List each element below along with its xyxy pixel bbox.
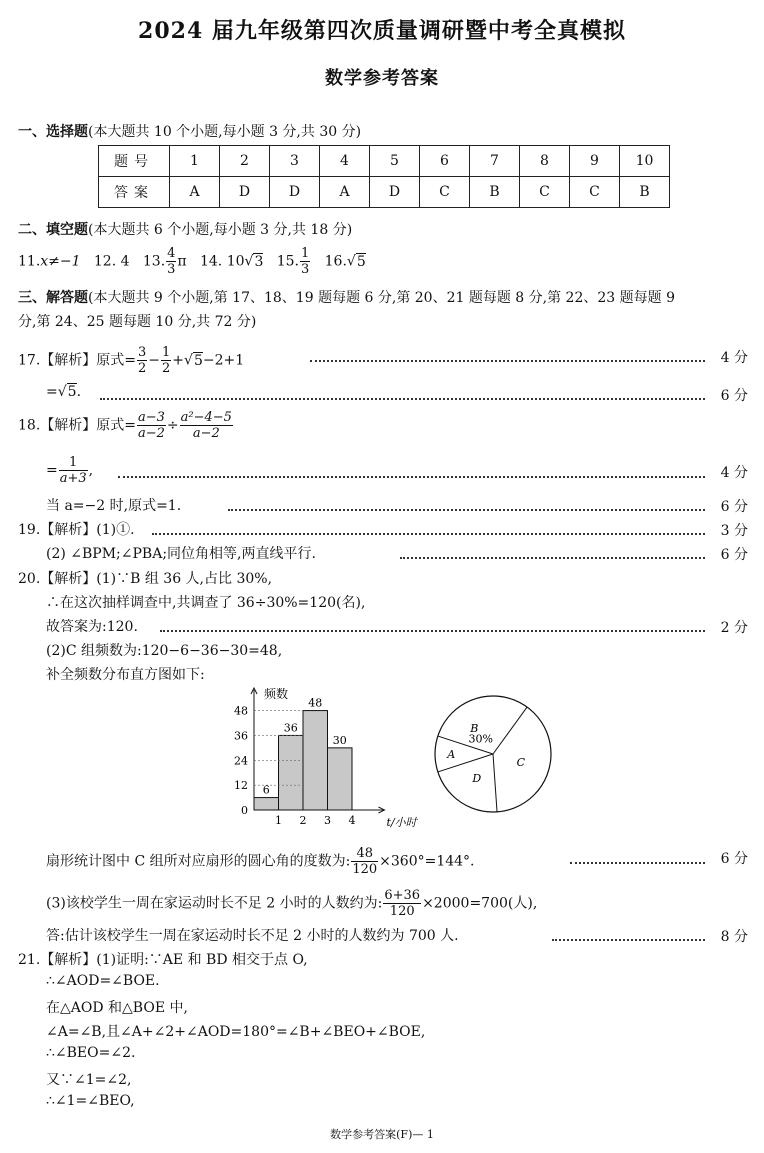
q18-line2: = $\frac{1}{a+3}$ , (46, 455, 94, 486)
histogram-chart (228, 684, 428, 834)
table-cell: 2 (220, 146, 270, 177)
histogram-bar (303, 711, 328, 810)
fraction: $\frac{48}{120}$ (352, 846, 378, 877)
q18-line3: 当 a=−2 时,原式=1. (46, 498, 182, 514)
q19-line1: 19.【解析】(1)①. (18, 522, 135, 538)
fraction: $\frac{\text{a²−4−5}}{a-2}$ (180, 410, 232, 441)
q21-line2: ∴∠AOD=∠BOE. (46, 973, 160, 989)
leader-dots (310, 360, 705, 362)
score-label: 8 分 (720, 929, 748, 945)
q20-line4: (2)C 组频数为:120−6−36−30=48, (46, 643, 283, 659)
score-label: 4 分 (720, 350, 748, 366)
score-label: 3 分 (720, 523, 748, 539)
section-2-note: (本大题共 6 个小题,每小题 3 分,共 18 分) (88, 222, 353, 238)
q20-line6: 扇形统计图中 C 组所对应扇形的圆心角的度数为: $\frac{48}{120}$ ×360°=144°. (46, 846, 475, 877)
table-cell: B (470, 177, 520, 208)
q20-line5: 补全频数分布直方图如下: (46, 667, 205, 683)
bar-data-label: 30 (332, 733, 347, 747)
q21-line6: 又∵∠1=∠2, (46, 1072, 132, 1088)
fraction: $\frac{3}{2}$ (138, 345, 147, 376)
q20-line2: ∴在这次抽样调查中,共调查了 36÷30%=120(名), (46, 595, 366, 611)
table-cell: 4 (320, 146, 370, 177)
score-label: 4 分 (720, 465, 748, 481)
y-tick-label: 24 (234, 754, 248, 768)
page-footer: 数学参考答案(F)— 1 (330, 1128, 434, 1141)
table-cell: 10 (620, 146, 670, 177)
leader-dots (152, 533, 705, 535)
x-axis-title: t/小时 (386, 816, 417, 829)
pie-slice-label: C (516, 755, 526, 769)
section-1-note: (本大题共 10 个小题,每小题 3 分,共 30 分) (88, 124, 362, 140)
fraction: $\frac{1}{3}$ (300, 246, 310, 277)
table-cell: 5 (370, 146, 420, 177)
q17-line2: =√5. (46, 384, 82, 400)
q20-line7: (3)该校学生一周在家运动时长不足 2 小时的人数约为: $\frac{6+36}{120}$ ×2000=700(人), (46, 888, 538, 919)
histogram-bar (254, 798, 279, 810)
y-axis-title: 频数 (264, 687, 289, 701)
x-tick-label: 1 (275, 814, 282, 827)
x-tick-label: 2 (299, 814, 307, 827)
table-cell: D (220, 177, 270, 208)
q21-line1: 21.【解析】(1)证明:∵AE 和 BD 相交于点 O, (18, 952, 308, 968)
fraction: $\frac{4}{3}$ (167, 246, 176, 277)
fraction: $\frac{a-3}{a-2}$ (138, 410, 165, 441)
q20-line1: 20.【解析】(1)∵B 组 36 人,占比 30%, (18, 571, 273, 587)
q19-line2: (2) ∠BPM;∠PBA;同位角相等,两直线平行. (46, 546, 316, 562)
table-cell: 6 (420, 146, 470, 177)
table-cell: D (370, 177, 420, 208)
table-cell: 1 (170, 146, 220, 177)
score-label: 2 分 (720, 620, 748, 636)
bar-data-label: 36 (283, 721, 298, 735)
answer-table (98, 145, 670, 208)
fill-11-value: x≠−1 (40, 253, 81, 270)
q21-line7: ∴∠1=∠BEO, (46, 1093, 135, 1109)
histogram-bar (279, 735, 304, 810)
pie-slice-label: D (472, 772, 482, 786)
y-tick-label: 48 (234, 704, 248, 718)
x-tick-label: 3 (324, 814, 331, 827)
pie-chart (428, 694, 558, 824)
fill-15-label: 15. (276, 253, 299, 270)
fill-11-label: 11. (18, 253, 41, 270)
pie-slice-label: B (470, 722, 479, 736)
leader-dots (400, 557, 705, 559)
bar-data-label: 6 (262, 783, 270, 797)
q21-line4: ∠A=∠B,且∠A+∠2+∠AOD=180°=∠B+∠BEO+∠BOE, (46, 1024, 426, 1040)
fill-answers: 11.x≠−1 12. 4 13. $\frac{4}{3}$ π 14. 10√3 15. $\frac{1}{3}$ 16.√5 (18, 246, 366, 277)
table-cell: B (620, 177, 670, 208)
y-tick-label: 0 (241, 804, 248, 817)
section-3-heading (18, 287, 675, 307)
q20-line8: 答:估计该校学生一周在家运动时长不足 2 小时的人数约为 700 人. (46, 928, 459, 944)
score-label: 6 分 (720, 388, 748, 404)
table-cell: 9 (570, 146, 620, 177)
leader-dots (160, 630, 705, 632)
score-label: 6 分 (720, 851, 748, 867)
q21-line5: ∴∠BEO=∠2. (46, 1045, 136, 1061)
table-cell: C (420, 177, 470, 208)
fill-16: 16. (324, 253, 347, 270)
table-header-cell: 答案 (99, 177, 170, 208)
table-cell: C (520, 177, 570, 208)
bar-data-label: 48 (308, 696, 323, 710)
section-2-title: 二、填空题 (18, 222, 88, 238)
table-cell: D (270, 177, 320, 208)
table-cell: 8 (520, 146, 570, 177)
page-subtitle: 数学参考答案 (325, 68, 439, 89)
score-label: 6 分 (720, 547, 748, 563)
section-3-title: 三、解答题 (18, 290, 88, 306)
y-tick-label: 36 (234, 729, 248, 743)
section-3-note-cont: 分,第 24、25 题每题 10 分,共 72 分) (18, 314, 257, 330)
table-cell: A (320, 177, 370, 208)
y-tick-label: 12 (234, 779, 248, 793)
section-2-heading (18, 219, 352, 239)
table-row (99, 146, 670, 177)
fill-12: 12. 4 (93, 253, 130, 270)
table-cell: C (570, 177, 620, 208)
leader-dots (228, 509, 705, 511)
fill-14: 14. 10 (199, 253, 245, 270)
leader-dots (552, 939, 705, 941)
section-1-title: 一、选择题 (18, 124, 88, 140)
section-3-note: (本大题共 9 个小题,第 17、18、19 题每题 6 分,第 20、21 题每题 8 分,第 22、23 题每题 9 (88, 290, 675, 306)
leader-dots (570, 862, 705, 864)
histogram-bar (328, 748, 353, 810)
fill-13-label: 13. (142, 253, 166, 270)
table-cell: A (170, 177, 220, 208)
score-label: 6 分 (720, 499, 748, 515)
q20-line3: 故答案为:120. (46, 619, 138, 635)
q17-line1: 17.【解析】原式= $\frac{3}{2}$ − $\frac{1}{2}$ +√5−2+1 (18, 345, 245, 376)
fraction: $\frac{1}{2}$ (162, 345, 171, 376)
q18-line1: 18.【解析】原式= $\frac{a-3}{a-2}$ ÷ $\frac{\text{a²−4−5}}{a-2}$ (18, 410, 232, 441)
table-row (99, 177, 670, 208)
section-1-heading (18, 121, 361, 141)
q21-line3: 在△AOD 和△BOE 中, (46, 1000, 188, 1016)
table-cell: 3 (270, 146, 320, 177)
fraction: $\frac{1}{a+3}$ (59, 455, 87, 486)
pie-percent-label: 30% (468, 732, 493, 746)
x-tick-label: 4 (348, 814, 356, 827)
table-cell: 7 (470, 146, 520, 177)
leader-dots (118, 476, 705, 478)
table-header-cell: 题号 (99, 146, 170, 177)
pie-slice-label: A (447, 748, 456, 761)
page-title: 2024 届九年级第四次质量调研暨中考全真模拟 (138, 18, 626, 44)
leader-dots (100, 398, 705, 400)
fraction: $\frac{6+36}{120}$ (384, 888, 421, 919)
